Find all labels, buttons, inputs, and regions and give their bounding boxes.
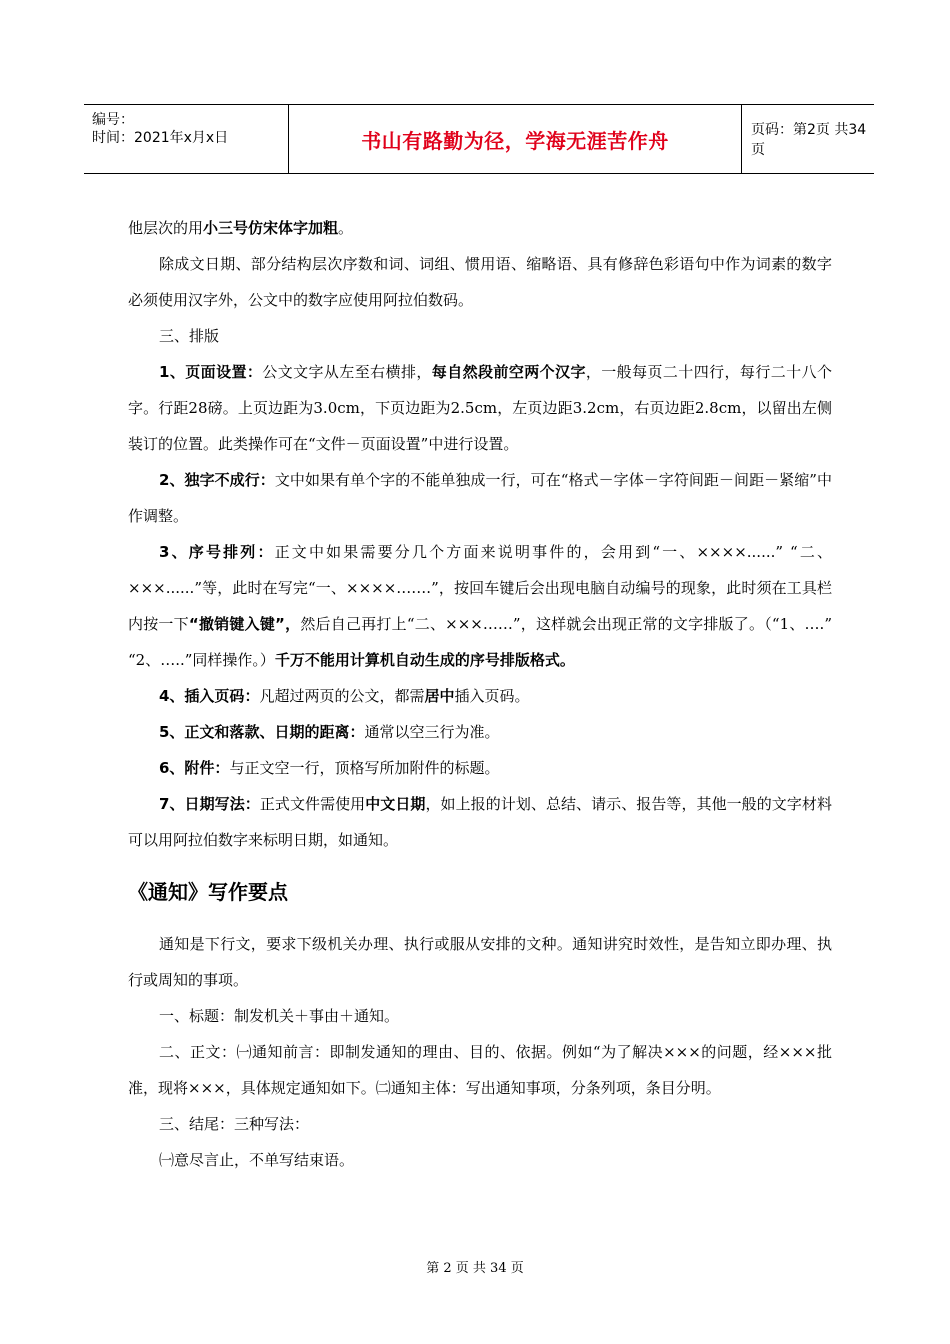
paragraph: 一、标题：制发机关＋事由＋通知。 bbox=[159, 1007, 400, 1025]
header-page: 页码：第2页 共34页 bbox=[751, 122, 867, 158]
document-body bbox=[128, 210, 832, 1178]
header-motto: 书山有路勤为径，学海无涯苦作舟 bbox=[361, 128, 669, 153]
paragraph: ㈠意尽言止，不单写结束语。 bbox=[159, 1151, 355, 1169]
page-header bbox=[84, 104, 874, 174]
paragraph: 7、日期写法：正式文件需使用中文日期，如上报的计划、总结、请示、报告等，其他一般的文字材料可以用阿拉伯数字来标明日期，如通知。 bbox=[128, 795, 832, 849]
paragraph: 4、插入页码：凡超过两页的公文，都需居中插入页码。 bbox=[159, 687, 530, 705]
section-heading: 三、排版 bbox=[159, 327, 220, 345]
paragraph: 1、页面设置：公文文字从左至右横排，每自然段前空两个汉字，一般每页二十四行，每行二十八个字。行距28磅。上页边距为3.0cm，下页边距为2.5cm，左页边距3.2cm，右页边距2.8cm，以留出左侧装订的位置。此类操作可在“文件－页面设置”中进行设置。 bbox=[128, 363, 832, 453]
header-number: 编号： bbox=[92, 112, 134, 128]
paragraph: 5、正文和落款、日期的距离：通常以空三行为准。 bbox=[159, 723, 500, 741]
paragraph: 三、结尾：三种写法： bbox=[159, 1115, 310, 1133]
paragraph: 他层次的用小三号仿宋体字加粗。 bbox=[128, 219, 354, 237]
paragraph: 2、独字不成行：文中如果有单个字的不能单独成一行，可在“格式－字体－字符间距－间距－紧缩”中作调整。 bbox=[128, 471, 832, 525]
paragraph: 通知是下行文，要求下级机关办理、执行或服从安排的文种。通知讲究时效性，是告知立即办理、执行或周知的事项。 bbox=[128, 935, 832, 989]
header-motto-cell bbox=[288, 105, 742, 173]
page-footer: 第 2 页 共 34 页 bbox=[426, 1261, 524, 1276]
header-meta bbox=[84, 105, 288, 173]
header-time: 时间：2021年x月x日 bbox=[92, 130, 229, 146]
paragraph: 3、序号排列：正文中如果需要分几个方面来说明事件的，会用到“一、××××......” “二、×××......”等，此时在写完“一、××××…….”，按回车键后会出现电脑自动编号的现象，此时须在工具栏内按一下“撤销键入键”，然后自己再打上“二、×××……”，这样就会出现正常的文字排版了。（“1、….” “2、…..”同样操作。）千万不能用计算机自动生成的序号排版格式。 bbox=[128, 543, 832, 669]
paragraph: 除成文日期、部分结构层次序数和词、词组、惯用语、缩略语、具有修辞色彩语句中作为词素的数字必须使用汉字外，公文中的数字应使用阿拉伯数码。 bbox=[128, 255, 832, 309]
paragraph: 6、附件：与正文空一行，顶格写所加附件的标题。 bbox=[159, 759, 500, 777]
paragraph: 二、正文：㈠通知前言：即制发通知的理由、目的、依据。例如“为了解决×××的问题，经×××批准，现将×××，具体规定通知如下。㈡通知主体：写出通知事项，分条列项，条目分明。 bbox=[128, 1043, 832, 1097]
section-title: 《通知》写作要点 bbox=[128, 880, 288, 904]
